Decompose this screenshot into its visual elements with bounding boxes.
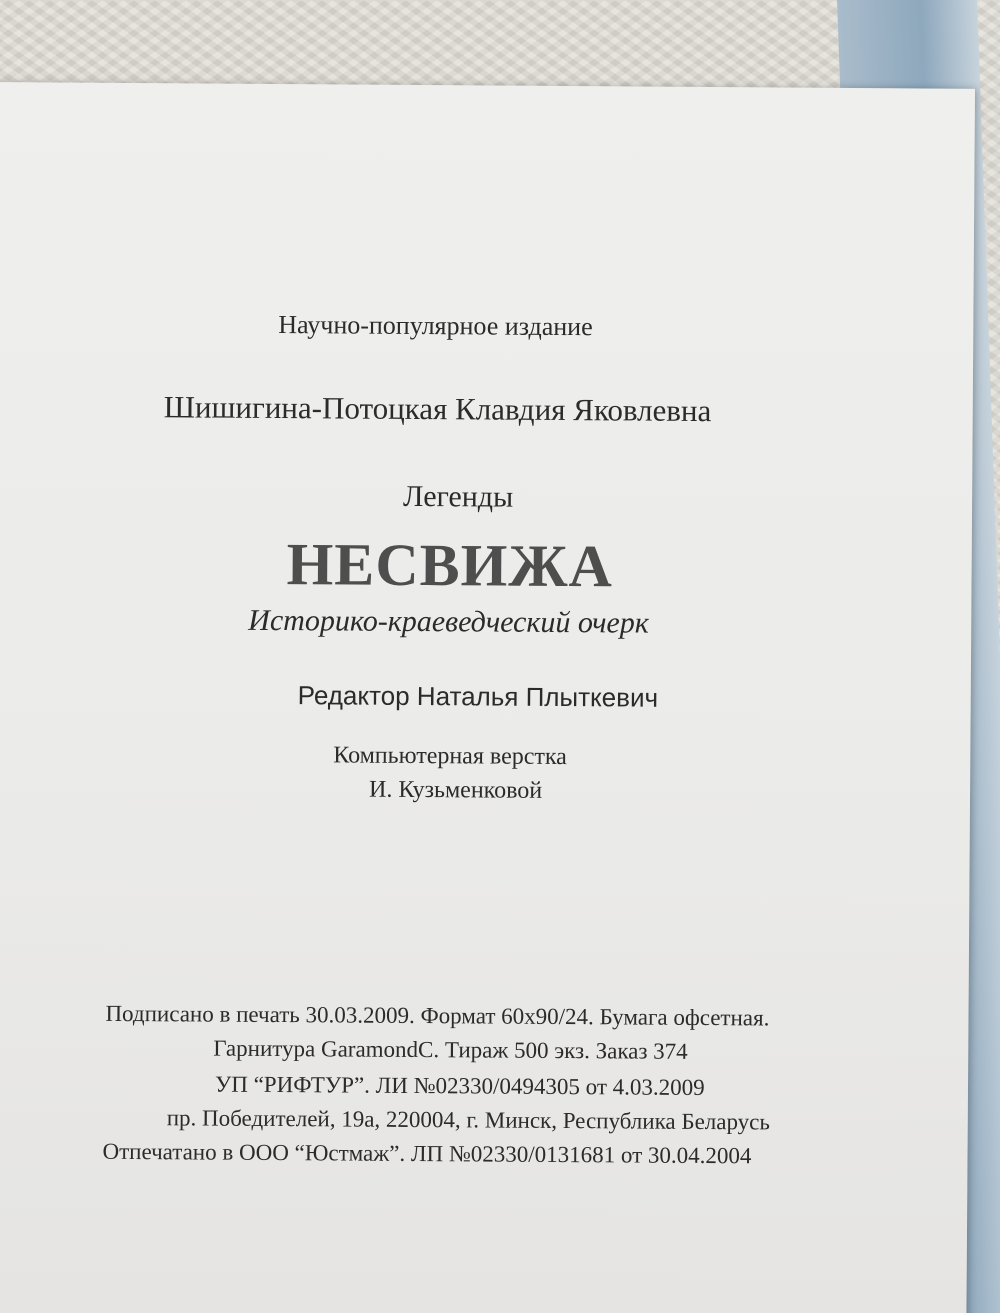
book-subtitle: Историко-краеведческий очерк bbox=[248, 603, 649, 640]
author-name: Шишигина-Потоцкая Клавдия Яковлевна bbox=[163, 389, 712, 429]
title-prefix: Легенды bbox=[403, 479, 514, 514]
book-page bbox=[0, 82, 975, 1313]
layout-credit-label: Компьютерная верстка bbox=[333, 742, 567, 771]
layout-credit-name: И. Кузьменковой bbox=[368, 776, 543, 804]
editor-credit: Редактор Наталья Плыткевич bbox=[297, 680, 659, 713]
book-title: НЕСВИЖА bbox=[286, 531, 614, 600]
imprint-line: пр. Победителей, 19а, 220004, г. Минск, Республика Беларусь bbox=[166, 1105, 771, 1135]
imprint-line: УП “РИФТУР”. ЛИ №02330/0494305 от 4.03.2009 bbox=[214, 1071, 705, 1101]
edition-type: Научно-популярное издание bbox=[278, 310, 593, 342]
imprint-line: Гарнитура GaramondC. Тираж 500 экз. Заказ 374 bbox=[213, 1035, 688, 1064]
imprint-line: Отпечатано в ООО “Юстмаж”. ЛП №02330/0131681 от 30.04.2004 bbox=[102, 1138, 752, 1169]
imprint-line: Подписано в печать 30.03.2009. Формат 60x90/24. Бумага офсетная. bbox=[105, 1000, 770, 1031]
